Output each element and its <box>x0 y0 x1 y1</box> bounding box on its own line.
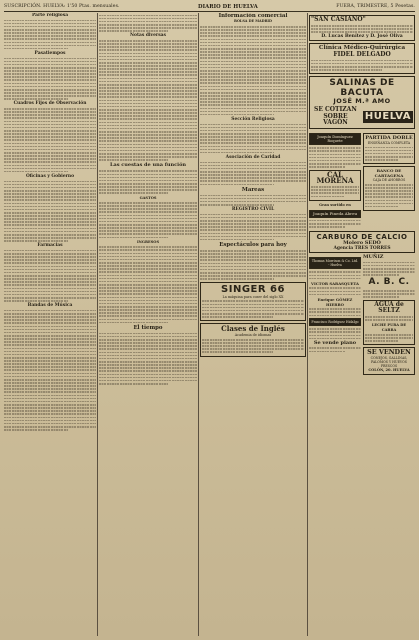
san-casiano-owners: D. Lucas Benítez y D. José Oliva <box>321 34 403 40</box>
stock-list <box>200 26 306 116</box>
piano-ad: Se vende piano <box>313 339 357 346</box>
headline-comercial: Información comercial <box>218 13 288 19</box>
body-text <box>99 170 197 194</box>
partida-sub: ENSEÑANZA COMPLETA <box>367 140 411 145</box>
venden-title: SE VENDEN <box>367 348 411 357</box>
label-ingresos: INGRESOS <box>136 239 160 244</box>
abc-title: A. B. C. <box>368 277 410 288</box>
carburo-ad <box>309 231 415 253</box>
headline-tiempo: El tiempo <box>133 324 163 331</box>
headline-religiosa-sec: Sección Religiosa <box>231 117 275 123</box>
carburo-title: CARBURO DE CALCIO <box>316 233 408 242</box>
headline-oficinas: Oficinas y Gobierno <box>25 173 75 179</box>
clinica-title: Clínica Médico-Quirúrgica <box>318 45 406 52</box>
income-list <box>99 246 197 323</box>
headline-mareas: Mareas <box>241 186 265 193</box>
bolsa-madrid: BOLSA DE MADRID <box>234 19 272 24</box>
sarasqueta-ad: VICTOR SARASQUETA <box>311 280 359 286</box>
column-2 <box>99 13 197 637</box>
newspaper-title: DIARIO DE HUELVA <box>197 3 258 10</box>
subscription-local: SUSCRIPCIÓN. HUELVA: 1'50 Ptas. mensuales. <box>4 4 120 9</box>
body-text <box>99 40 197 161</box>
body-text <box>4 108 96 172</box>
headline-notas: Notas diversas <box>130 33 166 39</box>
rodriguez-ad: Francisco Rodríguez Hidalgo <box>309 318 361 326</box>
san-casiano-ad <box>309 15 415 41</box>
body-text <box>200 214 306 241</box>
gomez-ad: Enrique GÓMEZ HIERRO <box>317 296 353 307</box>
venden-owner: COLÓN, 20. HUELVA <box>368 368 410 373</box>
body-text <box>200 250 306 280</box>
column-1 <box>4 13 96 637</box>
column-rule <box>198 13 199 636</box>
singer-title: SINGER 66 <box>221 283 285 295</box>
banco-sub: CAJA DE AHORROS <box>372 178 406 183</box>
salinas-ad <box>309 76 415 128</box>
expense-list <box>99 202 197 238</box>
partida-title: PARTIDA DOBLE <box>365 134 413 141</box>
leche-title: LECHE PURA DE CABRA <box>371 322 407 332</box>
headline-bandas: Bandas de Música <box>27 303 73 309</box>
masthead <box>4 2 415 12</box>
clinica-ad <box>309 43 415 74</box>
salinas-sobre: SOBRE VAGÓN <box>323 112 348 127</box>
body-text <box>200 124 306 154</box>
headline-cuestas: Las cuestas de una función <box>109 162 187 169</box>
carburo-agencia: Agencia TRES TORRES <box>333 246 391 252</box>
column-rule <box>307 13 308 636</box>
muniz-title: MUÑIZ <box>363 254 384 261</box>
pineda-ad: Joaquín Pineda Abreu <box>309 210 361 218</box>
headline-pasatiempos: Pasatiempos <box>34 50 66 56</box>
surtido-title: Gran surtido en <box>319 202 351 207</box>
morrison-ad: Thomas Morrison & Co. Ltd. - Huelva <box>309 257 361 269</box>
banco-ad <box>363 166 415 211</box>
body-text <box>4 181 96 242</box>
body-text <box>4 310 96 431</box>
body-text <box>99 15 197 32</box>
column-rule <box>97 13 98 636</box>
partida-ad <box>363 133 415 165</box>
ingles-subtitle: Academia de idiomas <box>234 333 272 338</box>
label-gastos: GASTOS <box>139 195 157 200</box>
singer-subtitle: La máquina para coser del siglo XX <box>222 294 284 299</box>
banco-title: BANCO DE CARTAGENA <box>374 168 404 179</box>
san-casiano-title: "SAN CASIANO" <box>311 16 366 23</box>
ingles-ad <box>200 323 306 356</box>
body-text <box>4 20 96 50</box>
seltz-title: AGUA de SELTZ <box>374 300 404 315</box>
body-text <box>4 250 96 302</box>
seltz-ad <box>363 300 415 346</box>
body-text <box>99 333 197 385</box>
salinas-cotizan: SE COTIZAN <box>314 106 357 114</box>
headline-cuadros: Cuadros Fijos de Observación <box>13 101 87 107</box>
body-text <box>200 162 306 186</box>
salinas-owner: JOSÉ M.ª AMO <box>333 97 391 106</box>
salinas-title: SALINAS DE BACUTA <box>329 78 395 99</box>
cal-ad <box>309 170 361 201</box>
carburo-sub: Molero SEDÓ <box>343 240 381 247</box>
clinica-doctor: FIDEL DELGADO <box>333 50 391 58</box>
tide-table <box>200 195 306 206</box>
venden-sub: CONEJOS, GALLINAS, PALOMOS Y HUEVOS FRESCOS <box>370 355 408 369</box>
column-4 <box>309 13 415 637</box>
ingles-title: Clases de Inglés <box>221 324 285 334</box>
headline-religiosa: Parte religiosa <box>31 13 69 18</box>
venden-ad <box>363 347 415 375</box>
dominguez-ad: Joaquín Domínguez Roquete <box>309 133 361 146</box>
headline-farmacias: Farmacias <box>37 243 63 249</box>
salinas-city: HUELVA <box>364 110 411 122</box>
subscription-outside: FUERA, TRIMESTRE, 5 Pesetas. <box>336 4 415 9</box>
headline-caridad: Asociación de Caridad <box>225 154 281 160</box>
headline-registro: REGISTRO CIVIL <box>231 207 275 213</box>
headline-espectaculos: Espectáculos para hoy <box>219 241 287 248</box>
body-text <box>4 58 96 100</box>
singer-ad <box>200 282 306 321</box>
column-3 <box>200 13 306 637</box>
cal-title: CAL MORENA <box>316 169 354 186</box>
